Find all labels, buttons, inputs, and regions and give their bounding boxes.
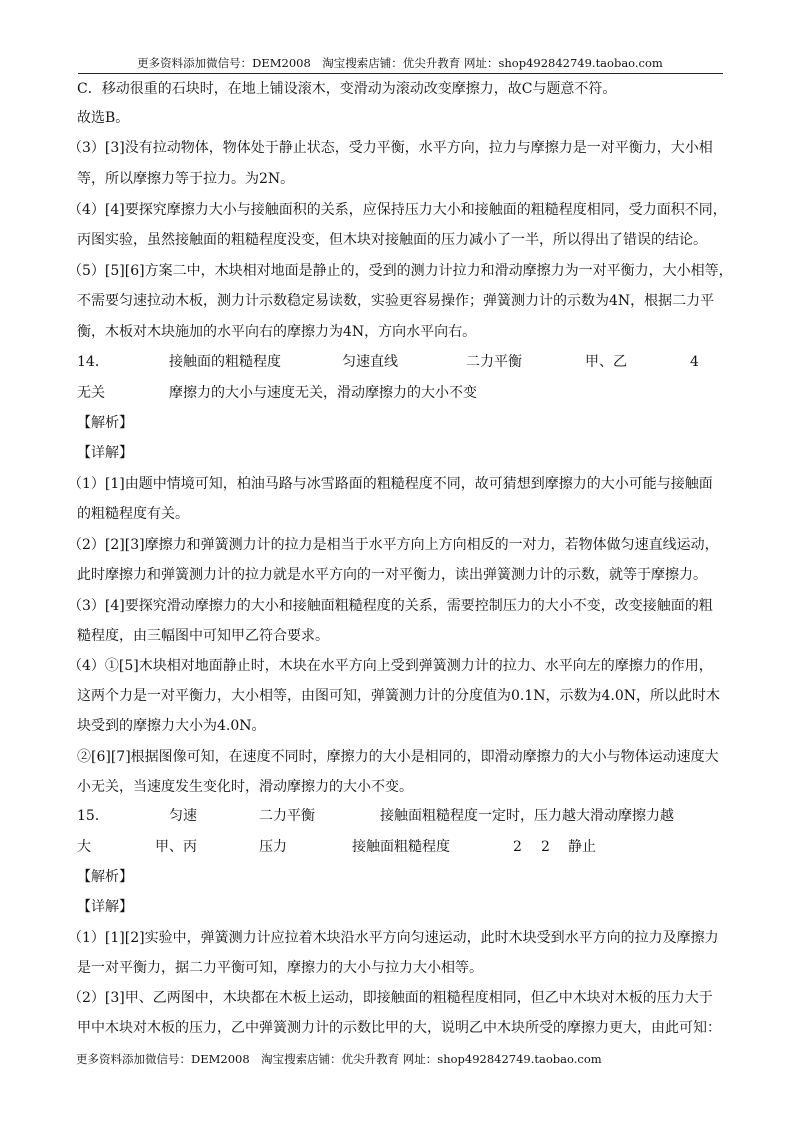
- text-line: 小无关，当速度发生变化时，滑动摩擦力的大小不变。: [77, 779, 413, 795]
- answer-blank: 接触面粗糙程度一定时，压力越大滑动摩擦力越: [380, 808, 674, 824]
- text-line: 等，所以摩擦力等于拉力。为2N。: [77, 171, 295, 187]
- text-line: 此时摩擦力和弹簧测力计的拉力就是水平方向的一对平衡力，读出弹簧测力计的示数，就等于摩擦力。: [77, 567, 707, 583]
- answer-blank: 甲、乙: [585, 354, 627, 370]
- text-line: ②[6][7]根据图像可知，在速度不同时，摩擦力的大小是相同的，即滑动摩擦力的大小与物体运动速度大: [77, 749, 719, 765]
- section-label-analysis: 【解析】: [77, 415, 133, 431]
- answer-blank: 匀速: [169, 808, 197, 824]
- section-label-details: 【详解】: [77, 445, 133, 461]
- text-line: 是一对平衡力，据二力平衡可知，摩擦力的大小与拉力大小相等。: [77, 960, 483, 976]
- answer-blank: 2: [541, 839, 550, 855]
- answer-blank: 无关: [77, 385, 105, 401]
- text-line: C．移动很重的石块时，在地上铺设滚木，变滑动为滚动改变摩擦力，故C与题意不符。: [77, 81, 617, 97]
- section-label-analysis: 【解析】: [77, 869, 133, 885]
- text-line: （3）[3]没有拉动物体，物体处于静止状态，受力平衡，水平方向，拉力与摩擦力是一对平衡力，大小相: [68, 140, 713, 156]
- question-number: 15．: [77, 808, 109, 824]
- text-line: 故选B。: [77, 110, 130, 126]
- text-line: 糙程度，由三幅图中可知甲乙符合要求。: [77, 628, 329, 644]
- text-line: （2）[2][3]摩擦力和弹簧测力计的拉力是相当于水平方向上方向相反的一对力，若物体做匀速直线运动，: [68, 537, 719, 553]
- section-label-details: 【详解】: [77, 899, 133, 915]
- header-divider: [78, 73, 723, 74]
- page-footer: 更多资料添加微信号：DEM2008 淘宝搜索店铺：优尖升教育 网址：shop492842749.taobao.com: [76, 1052, 602, 1066]
- text-line: 块受到的摩擦力大小为4.0N。: [77, 718, 266, 734]
- answer-blank: 二力平衡: [466, 354, 522, 370]
- answer-blank: 接触面的粗糙程度: [169, 354, 281, 370]
- answer-blank: 摩擦力的大小与速度无关，滑动摩擦力的大小不变: [169, 385, 477, 401]
- text-line: 丙图实验，虽然接触面的粗糙程度没变，但木块对接触面的压力减小了一半，所以得出了错误的结论。: [77, 232, 707, 248]
- text-line: 衡，木板对木块施加的水平向右的摩擦力为4N，方向水平向右。: [77, 324, 477, 340]
- question-number: 14．: [77, 354, 109, 370]
- answer-blank: 静止: [568, 839, 596, 855]
- answer-blank: 2: [513, 839, 522, 855]
- text-line: （4）[4]要探究摩擦力大小与接触面积的关系，应保持压力大小和接触面的粗糙程度相同，受力面积不同，: [68, 202, 727, 218]
- answer-blank: 甲、丙: [155, 839, 197, 855]
- answer-blank: 二力平衡: [259, 808, 315, 824]
- text-line: （2）[3]甲、乙两图中，木块都在木板上运动，即接触面的粗糙程度相同，但乙中木块对木板的压力大于: [68, 990, 713, 1006]
- text-line: （3）[4]要探究滑动摩擦力的大小和接触面粗糙程度的关系，需要控制压力的大小不变，改变接触面的粗: [68, 598, 713, 614]
- page-header: 更多资料添加微信号：DEM2008 淘宝搜索店铺：优尖升教育 网址：shop492842749.taobao.com: [137, 56, 663, 70]
- text-line: 的粗糙程度有关。: [77, 506, 189, 522]
- text-line: （1）[1]由题中情境可知，柏油马路与冰雪路面的粗糙程度不同，故可猜想到摩擦力的大小可能与接触面: [68, 476, 713, 492]
- answer-blank: 匀速直线: [342, 354, 398, 370]
- text-line: 这两个力是一对平衡力，大小相等，由图可知，弹簧测力计的分度值为0.1N，示数为4.0N，所以此时木: [77, 688, 721, 704]
- answer-blank: 接触面粗糙程度: [352, 839, 450, 855]
- text-line: 不需要匀速拉动木板，测力计示数稳定易读数，实验更容易操作；弹簧测力计的示数为4N，根据二力平: [77, 293, 715, 309]
- text-line: 甲中木块对木板的压力，乙中弹簧测力计的示数比甲的大，说明乙中木块所受的摩擦力更大，由此可知：: [77, 1020, 721, 1036]
- answer-blank: 4: [690, 354, 699, 370]
- text-line: （1）[1][2]实验中，弹簧测力计应拉着木块沿水平方向匀速运动，此时木块受到水平方向的拉力及摩擦力: [68, 930, 719, 946]
- answer-blank: 大: [77, 839, 91, 855]
- text-line: （5）[5][6]方案二中，木块相对地面是静止的，受到的测力计拉力和滑动摩擦力为一对平衡力，大小相等，: [68, 263, 733, 279]
- text-line: （4）①[5]木块相对地面静止时，木块在水平方向上受到弹簧测力计的拉力、水平向左的摩擦力的作用，: [68, 658, 713, 674]
- answer-blank: 压力: [259, 839, 287, 855]
